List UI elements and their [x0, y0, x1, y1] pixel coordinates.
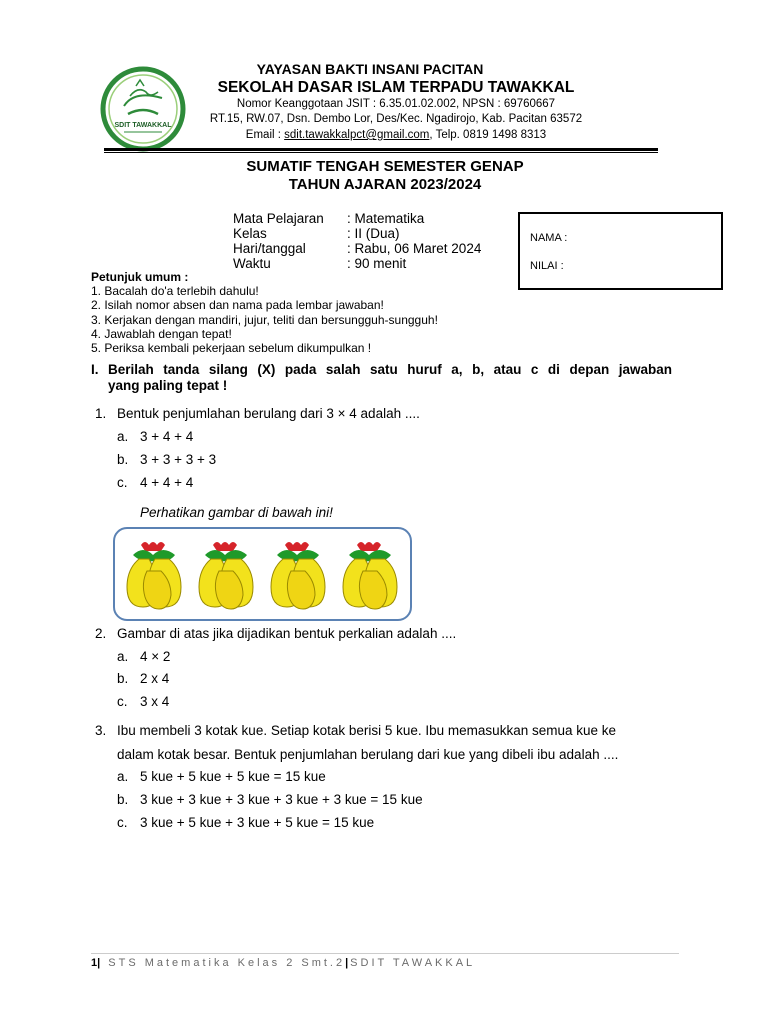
school-name: SEKOLAH DASAR ISLAM TERPADU TAWAKKAL [217, 79, 575, 96]
info-row [233, 226, 533, 241]
section-number: I. [91, 362, 99, 377]
option-text: 3 + 3 + 3 + 3 [140, 452, 217, 467]
option-text: 4 + 4 + 4 [140, 475, 194, 490]
option-letter[interactable]: c. [117, 815, 128, 830]
option-letter[interactable]: b. [117, 452, 129, 467]
footer-divider [91, 953, 679, 954]
name-score-box[interactable] [518, 212, 723, 290]
instruction-item: 4. Jawablah dengan tepat! [91, 327, 232, 341]
question-number: 2. [95, 626, 107, 641]
info-value: : II (Dua) [347, 226, 400, 241]
option-letter[interactable]: c. [117, 475, 128, 490]
question-text-cont: dalam kotak besar. Bentuk penjumlahan berulang dari kue yang dibeli ibu adalah .... [117, 747, 619, 762]
footer-school: SDIT TAWAKKAL [350, 957, 476, 969]
info-value: : Matematika [347, 211, 425, 226]
picture-note: Perhatikan gambar di bawah ini! [140, 505, 333, 520]
school-address: RT.15, RW.07, Dsn. Dembo Lor, Des/Kec. Ngadirojo, Kab. Pacitan 63572 [209, 113, 583, 125]
option-letter[interactable]: a. [117, 769, 129, 784]
footer-text: STS Matematika Kelas 2 Smt.2 [102, 957, 346, 969]
instruction-item: 2. Isilah nomor absen dan nama pada lembar jawaban! [91, 298, 384, 312]
logo-text: SDIT TAWAKKAL [114, 122, 172, 129]
option-letter[interactable]: a. [117, 429, 129, 444]
page-footer [91, 957, 475, 969]
question-text: Bentuk penjumlahan berulang dari 3 × 4 adalah .... [117, 406, 420, 421]
section-text-line2: yang paling tepat ! [108, 378, 228, 393]
info-label: Mata Pelajaran [233, 211, 324, 226]
option-text: 3 kue + 5 kue + 3 kue + 5 kue = 15 kue [140, 815, 375, 830]
option-letter[interactable]: c. [117, 694, 128, 709]
option-text: 5 kue + 5 kue + 5 kue = 15 kue [140, 769, 326, 784]
name-field-label: NAMA : [530, 232, 568, 244]
pear-cluster-icon [337, 537, 403, 613]
score-field-label: NILAI : [530, 260, 564, 272]
pear-cluster-icon [121, 537, 187, 613]
school-logo [100, 66, 186, 152]
phone-text: , Telp. 0819 1498 8313 [429, 129, 547, 141]
option-letter[interactable]: b. [117, 671, 129, 686]
option-text: 2 x 4 [140, 671, 170, 686]
instruction-item: 5. Periksa kembali pekerjaan sebelum dikumpulkan ! [91, 341, 372, 355]
email-link[interactable]: sdit.tawakkalpct@gmail.com [284, 129, 430, 141]
info-row [233, 211, 533, 226]
contact-line [196, 129, 596, 141]
option-text: 3 kue + 3 kue + 3 kue + 3 kue + 3 kue = 15 kue [140, 792, 423, 807]
question-number: 3. [95, 723, 107, 738]
question-text: Gambar di atas jika dijadikan bentuk perkalian adalah .... [117, 626, 457, 641]
pear-cluster-icon [265, 537, 331, 613]
footer-separator: | [345, 957, 351, 969]
info-row [233, 256, 533, 271]
academic-year: TAHUN AJARAN 2023/2024 [288, 176, 482, 193]
info-value: : Rabu, 06 Maret 2024 [347, 241, 482, 256]
header-divider-thin [104, 152, 658, 153]
exam-title: SUMATIF TENGAH SEMESTER GENAP [246, 158, 524, 175]
option-letter[interactable]: b. [117, 792, 129, 807]
section-text-line1: Berilah tanda silang (X) pada salah satu huruf a, b, atau c di depan jawaban [108, 362, 672, 377]
option-text: 3 x 4 [140, 694, 170, 709]
foundation-name: YAYASAN BAKTI INSANI PACITAN [256, 61, 484, 77]
question-text: Ibu membeli 3 kotak kue. Setiap kotak berisi 5 kue. Ibu memasukkan semua kue ke [117, 723, 617, 738]
info-label: Kelas [233, 226, 267, 241]
membership-number: Nomor Keanggotaan JSIT : 6.35.01.02.002, NPSN : 69760667 [236, 98, 556, 110]
option-text: 3 + 4 + 4 [140, 429, 194, 444]
info-label: Hari/tanggal [233, 241, 306, 256]
pear-cluster-icon [193, 537, 259, 613]
question-number: 1. [95, 406, 107, 421]
fruit-picture [113, 527, 412, 621]
instruction-item: 3. Kerjakan dengan mandiri, jujur, teliti dan bersungguh-sungguh! [91, 313, 438, 327]
email-label: Email : [245, 129, 285, 141]
option-letter[interactable]: a. [117, 649, 129, 664]
instructions-title: Petunjuk umum : [91, 270, 189, 284]
option-text: 4 × 2 [140, 649, 171, 664]
info-value: : 90 menit [347, 256, 407, 271]
footer-separator: | [97, 957, 103, 969]
page-number: 1 [91, 957, 98, 969]
instruction-item: 1. Bacalah do'a terlebih dahulu! [91, 284, 259, 298]
header-divider-thick [104, 148, 658, 151]
info-row [233, 241, 533, 256]
info-label: Waktu [233, 256, 271, 271]
